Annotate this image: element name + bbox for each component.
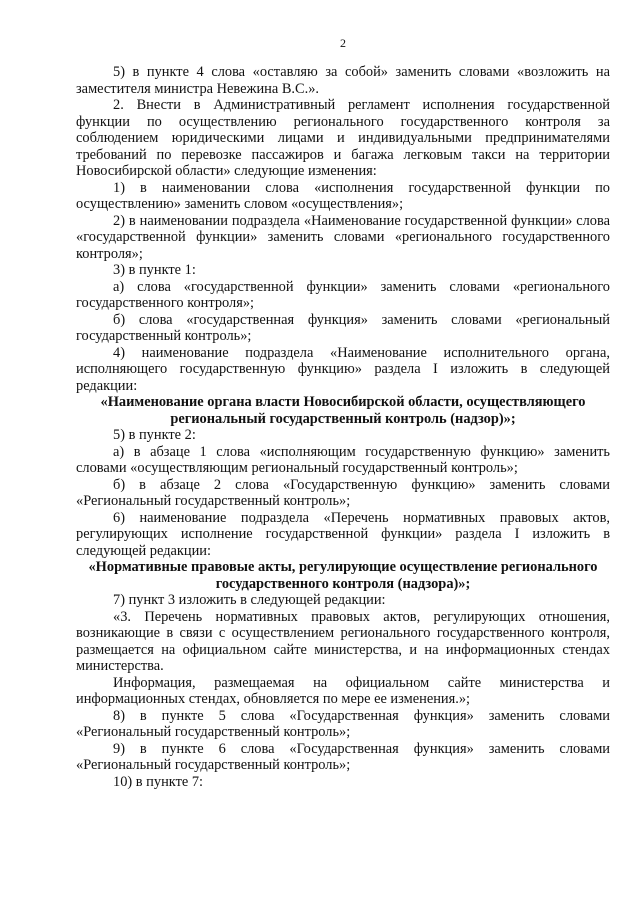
paragraph-section-2-intro: 2. Внести в Административный регламент исполнения государственной функции по осуществлению регионального государственного контроля за соблюдением юридическими лицами и индивидуальными предпринимателями требований по перевозке пассажиров и багажа легковым такси на территории Новосибирской области» следующие изменения: (76, 97, 610, 179)
paragraph-point-3-text: «3. Перечень нормативных правовых актов, регулирующих отношения, возникающие в связи с осуществлением регионального государственного контроля, размещается на официальном сайте министерства, и на информационных стендах министерства. (76, 608, 610, 674)
page-number: 2 (340, 36, 346, 50)
paragraph-change-3b: б) слова «государственная функция» заменить словами «региональный государственный контроль»; (76, 311, 610, 344)
paragraph-change-5b: б) в абзаце 2 слова «Государственную функцию» заменить словами «Региональный государственный контроль»; (76, 476, 610, 509)
paragraph-change-5: 5) в пункте 2: (113, 427, 196, 443)
heading-legal-acts: «Нормативные правовые акты, регулирующие осуществление регионального государственного контроля (надзора)»; (88, 559, 598, 592)
paragraph-change-8: 8) в пункте 5 слова «Государственная функция» заменить словами «Региональный государственный контроль»; (76, 707, 610, 740)
paragraph-change-3: 3) в пункте 1: (113, 262, 196, 278)
paragraph-item-5-point-4: 5) в пункте 4 слова «оставляю за собой» заменить словами «возложить на заместителя министра Невежина В.С.». (76, 64, 610, 97)
paragraph-change-2: 2) в наименовании подраздела «Наименование государственной функции» слова «государственной функции» заменить словами «регионального государственного контроля»; (76, 212, 610, 262)
paragraph-change-10: 10) в пункте 7: (113, 773, 204, 790)
paragraph-change-5a: а) в абзаце 1 слова «исполняющим государственную функцию» заменить словами «осуществляющим региональный государственный контроль»; (76, 443, 610, 476)
document-page (76, 36, 610, 790)
paragraph-change-9: 9) в пункте 6 слова «Государственная функция» заменить словами «Региональный государственный контроль»; (76, 740, 610, 773)
paragraph-change-1: 1) в наименовании слова «исполнения государственной функции по осуществлению» заменить словом «осуществления»; (76, 179, 610, 212)
paragraph-change-6: 6) наименование подраздела «Перечень нормативных правовых актов, регулирующих исполнение государственной функции» раздела I изложить в следующей редакции: (76, 509, 610, 559)
paragraph-change-7: 7) пункт 3 изложить в следующей редакции: (113, 592, 386, 608)
paragraph-point-3-info: Информация, размещаемая на официальном сайте министерства и информационных стендах, обновляется по мере ее изменения.»; (76, 674, 610, 707)
paragraph-change-3a: а) слова «государственной функции» заменить словами «регионального государственного контроля»; (76, 278, 610, 311)
heading-authority-name: «Наименование органа власти Новосибирской области, осуществляющего региональный государственный контроль (надзор)»; (100, 394, 586, 427)
paragraph-change-4: 4) наименование подраздела «Наименование исполнительного органа, исполняющего государственную функцию» раздела I изложить в следующей редакции: (76, 344, 610, 394)
